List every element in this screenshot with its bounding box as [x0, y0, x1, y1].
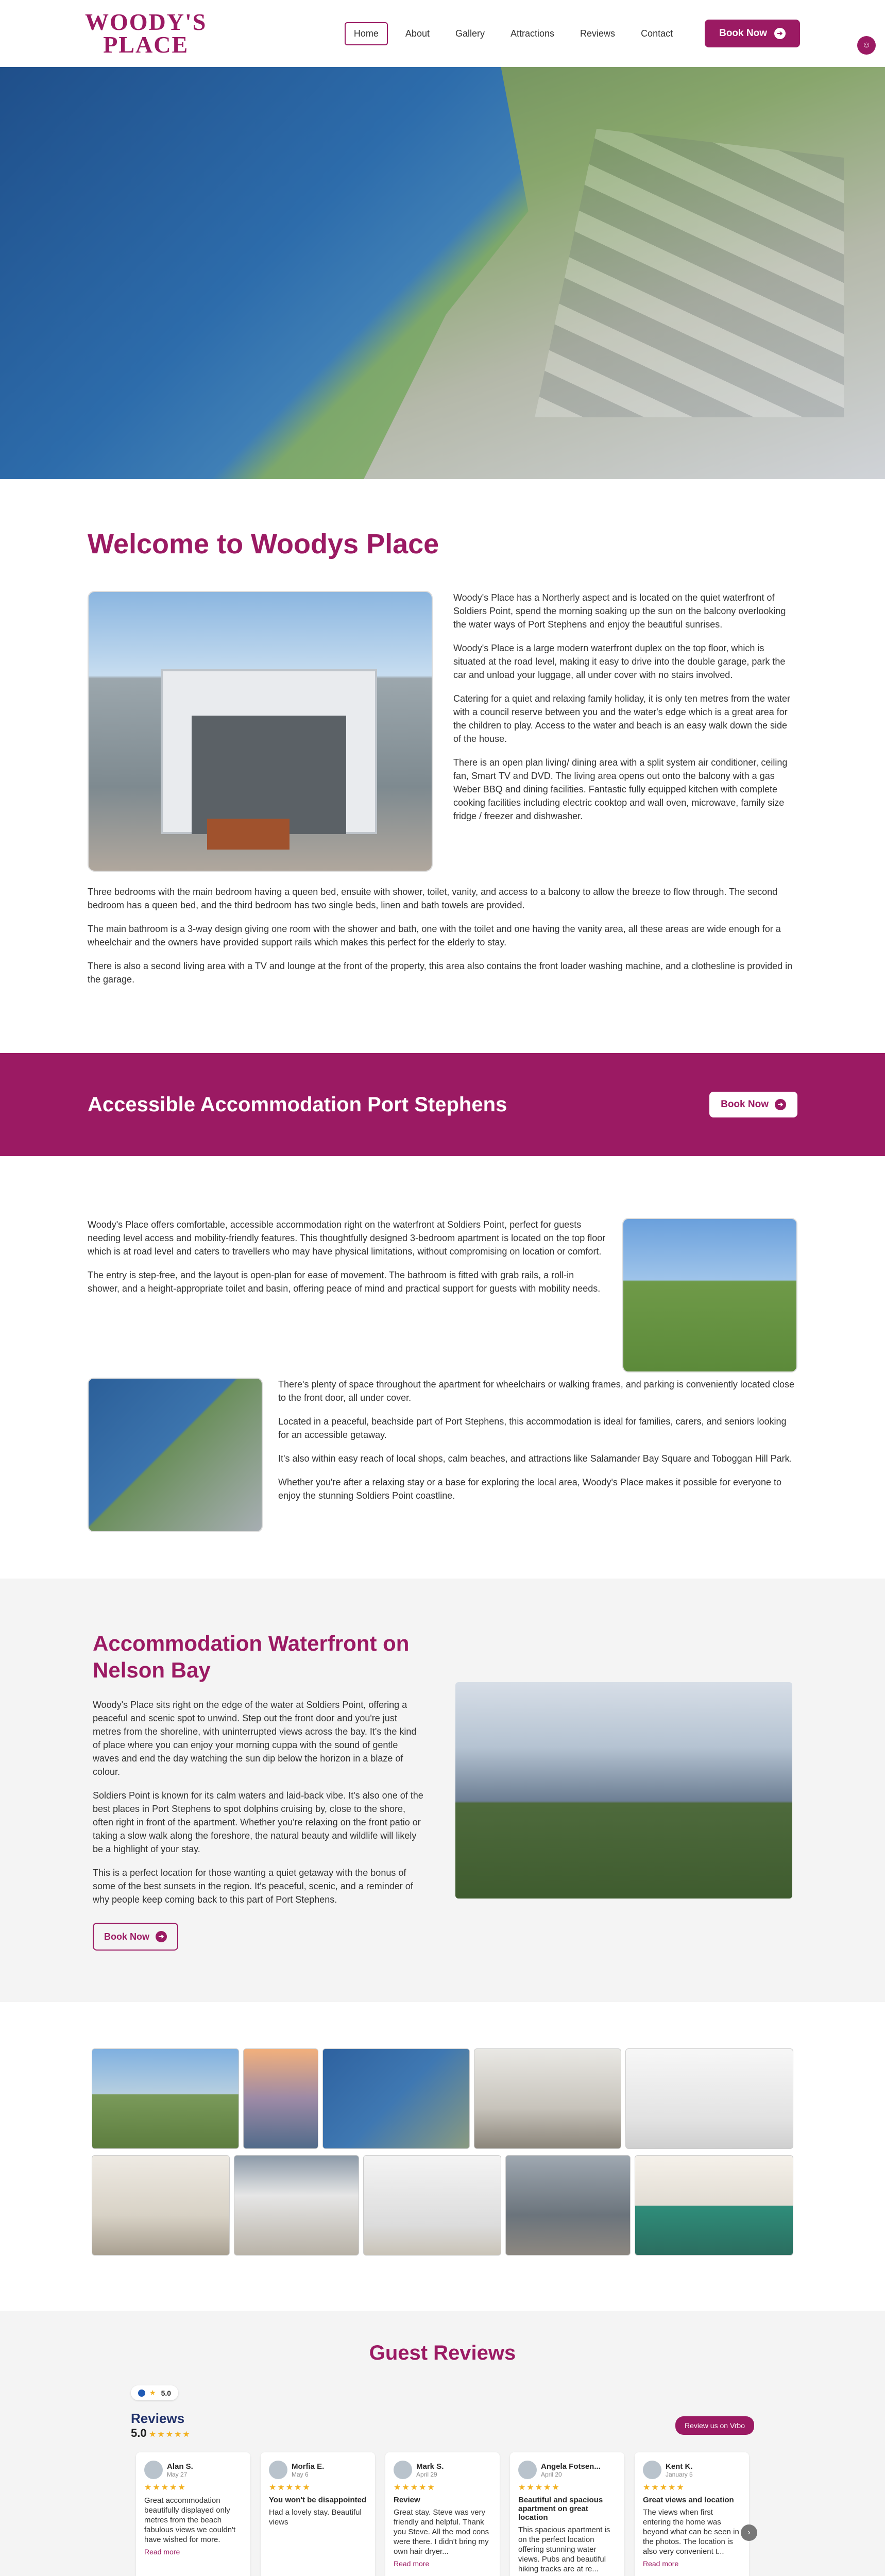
review-stars: ★★★★★ [144, 2483, 186, 2492]
read-more-link[interactable]: Read more [394, 2560, 430, 2568]
gallery-tile[interactable] [92, 2048, 239, 2149]
nav-about[interactable]: About [405, 28, 430, 39]
review-card: Kent K. January 5 ★★★★★ Great views and location The views when first entering the home was beyond what can be seen in the photos. The location is also very convenient t... Read more [635, 2452, 749, 2576]
welcome-section [0, 479, 885, 1053]
gallery-tile[interactable] [635, 2155, 793, 2256]
hero-image [0, 67, 885, 479]
welcome-para: There is also a second living area with a TV and lounge at the front of the property, this area also contains the front loader washing machine, and a clothesline is provided in the garage. [88, 961, 793, 985]
review-card: Morfia E. May 6 ★★★★★ You won't be disappointed Had a lovely stay. Beautiful views [261, 2452, 375, 2576]
waterfront-title: Accommodation Waterfront on Nelson Bay [93, 1631, 410, 1682]
avatar [643, 2461, 661, 2479]
review-card: Mark S. April 29 ★★★★★ Review Great stay. Steve was very friendly and helpful. Thank you Steve. All the mod cons were there. I didn't bring my own hair dryer... Read more [385, 2452, 500, 2576]
overall-score: 5.0 [131, 2427, 147, 2439]
door-mat [207, 819, 290, 850]
gallery-tile[interactable] [363, 2155, 501, 2256]
reviews-widget [121, 2385, 764, 2576]
accessible-banner [0, 1053, 885, 1156]
aerial-photo [88, 1378, 263, 1532]
welcome-para: Woody's Place is a large modern waterfront duplex on the top floor, which is situated at the road level, making it easy to drive into the double garage, park the car and unload your luggage, all under cover with no stairs involved. [453, 643, 786, 680]
waterfront-book-button[interactable]: Book Now ➔ [93, 1923, 178, 1951]
welcome-para: Three bedrooms with the main bedroom having a queen bed, ensuite with shower, toilet, vanity, and access to a balcony to allow the breeze to flow through. The second bedroom has a queen bed, and the third bedroom has two single beds, linen and bath towels are provided. [88, 887, 778, 910]
review-card: Alan S. May 27 ★★★★★ Great accommodation beautifully displayed only metres from the beach fabulous views we couldn't have wished for more. Read more [136, 2452, 250, 2576]
review-stars: ★★★★★ [643, 2483, 685, 2492]
lawn-photo [622, 1218, 797, 1372]
avatar [518, 2461, 537, 2479]
avatar [144, 2461, 163, 2479]
reviews-title: Guest Reviews [369, 2342, 516, 2364]
main-nav [345, 20, 800, 47]
overall-stars: ★★★★★ [149, 2430, 191, 2439]
chip-stars: ★ [149, 2388, 157, 2397]
access-para: Located in a peaceful, beachside part of Port Stephens, this accommodation is ideal for families, carers, and seniors looking for an accessible getaway. [278, 1416, 787, 1440]
reviews-brand: Reviews [131, 2411, 185, 2426]
read-more-link[interactable]: Read more [643, 2560, 679, 2568]
bay-photo [455, 1682, 792, 1899]
gallery-tile[interactable] [322, 2048, 470, 2149]
waterfront-para: Soldiers Point is known for its calm waters and laid-back vibe. It's also one of the best places in Port Stephens to spot dolphins cruising by, close to the shore, often right in front of the apartment. Whether you're relaxing on the front patio or taking a slow walk along the foreshore, the natural beauty and wildlife will likely be a highlight of your stay. [93, 1790, 423, 1854]
waterfront-para: Woody's Place sits right on the edge of the water at Soldiers Point, offering a peaceful and scenic spot to unwind. Step out the front door and you're just metres from the shoreline, with uninterrupted views across the bay. It's the kind of place where you can enjoy your morning cuppa with the sound of gentle waves and end the day watching the sun dip below the horizon in a blaze of colour. [93, 1700, 417, 1777]
reviews-section [0, 2311, 885, 2576]
welcome-para: Woody's Place has a Northerly aspect and is located on the quiet waterfront of Soldiers Point, spend the morning soaking up the sun on the balcony overlooking the water ways of Port Stephens and enjoy the beautiful sunrises. [453, 592, 786, 630]
review-card: Angela Fotsen... April 20 ★★★★★ Beautiful and spacious apartment on great location This spacious apartment is on the perfect location offering stunning water views. Pubs and beautiful hiking tracks are at re... [510, 2452, 624, 2576]
welcome-para: The main bathroom is a 3-way design giving one room with the shower and bath, one with the toilet and one having the vanity area, all these areas are wide enough for a wheelchair and the owners have provided support rails which makes this perfect for the elderly to stay. [88, 924, 781, 947]
welcome-para: Catering for a quiet and relaxing family holiday, it is only ten metres from the water with a council reserve between you and the water's edge which is a great area for the children to play. Access to the water and beach is an easy walk down the side of the house. [453, 693, 790, 744]
arrow-right-icon: ➔ [775, 1099, 786, 1110]
review-us-button[interactable]: Review us on Vrbo [675, 2416, 754, 2435]
site-logo[interactable]: WOODY'S PLACE [85, 9, 207, 58]
site-header [0, 0, 885, 67]
nav-gallery[interactable]: Gallery [455, 28, 485, 39]
garage-door [192, 716, 346, 834]
arrow-right-icon: ➔ [774, 28, 786, 39]
carousel-next-icon[interactable]: › [741, 2524, 757, 2541]
gallery-section [0, 2002, 885, 2311]
gallery-tile[interactable] [625, 2048, 793, 2149]
vrbo-logo-icon [138, 2389, 145, 2397]
access-para: Whether you're after a relaxing stay or a base for exploring the local area, Woody's Place makes it possible for everyone to enjoy the stunning Soldiers Point coastline. [278, 1477, 782, 1501]
banner-title: Accessible Accommodation Port Stephens [88, 1093, 507, 1116]
gallery-tile[interactable] [234, 2155, 359, 2256]
avatar [269, 2461, 287, 2479]
nav-contact[interactable]: Contact [641, 28, 673, 39]
garage-photo [88, 591, 433, 872]
accessibility-icon[interactable]: ☺ [857, 36, 876, 55]
welcome-title: Welcome to Woodys Place [88, 529, 439, 560]
rating-chip[interactable]: ★ 5.0 [131, 2385, 178, 2400]
welcome-para: There is an open plan living/ dining area with a split system air conditioner, ceiling fan, Smart TV and DVD. The living area opens out onto the balcony with a gas Weber BBQ and dining facilities. Fantastic fully equipped kitchen with complete cooking facilities including electric cooktop and wall oven, microwave, family size fridge / freezer and dishwasher. [453, 757, 788, 821]
waterfront-para: This is a perfect location for those wanting a quiet getaway with the bonus of some of the best sunsets in the region. It's peaceful, scenic, and a reminder of why people keep coming back to this part of Port Stephens. [93, 1868, 413, 1905]
nav-home[interactable]: Home [345, 22, 388, 45]
gallery-tile[interactable] [243, 2048, 318, 2149]
read-more-link[interactable]: Read more [144, 2548, 180, 2556]
banner-book-button[interactable]: Book Now ➔ [709, 1092, 797, 1117]
review-carousel [136, 2452, 749, 2576]
access-para: The entry is step-free, and the layout is open-plan for ease of movement. The bathroom is fitted with grab rails, a roll-in shower, and a height-appropriate toilet and basin, offering peace of mind and practical support for guests with mobility needs. [88, 1270, 601, 1294]
review-stars: ★★★★★ [269, 2483, 311, 2492]
gallery-tile[interactable] [474, 2048, 621, 2149]
gallery-tile[interactable] [505, 2155, 631, 2256]
review-stars: ★★★★★ [394, 2483, 436, 2492]
nav-attractions[interactable]: Attractions [510, 28, 555, 39]
waterfront-section [0, 1579, 885, 2002]
arrow-right-icon: ➔ [156, 1931, 167, 1942]
gallery-tile[interactable] [92, 2155, 230, 2256]
book-now-button[interactable]: Book Now ➔ [705, 20, 800, 47]
review-stars: ★★★★★ [518, 2483, 560, 2492]
access-para: Woody's Place offers comfortable, accessible accommodation right on the waterfront at Soldiers Point, perfect for guests needing level access and mobility-friendly features. This thoughtfully designed 3-bedroom apartment is located on the top floor which is at road level and caters to travellers who may have physical limitations, without compromising on location or comfort. [88, 1219, 606, 1257]
avatar [394, 2461, 412, 2479]
access-para: There's plenty of space throughout the apartment for wheelchairs or walking frames, and parking is conveniently located close to the front door, all under cover. [278, 1379, 794, 1403]
nav-reviews[interactable]: Reviews [580, 28, 616, 39]
access-para: It's also within easy reach of local shops, calm beaches, and attractions like Salamander Bay Square and Toboggan Hill Park. [278, 1453, 792, 1464]
accessible-section [0, 1156, 885, 1579]
